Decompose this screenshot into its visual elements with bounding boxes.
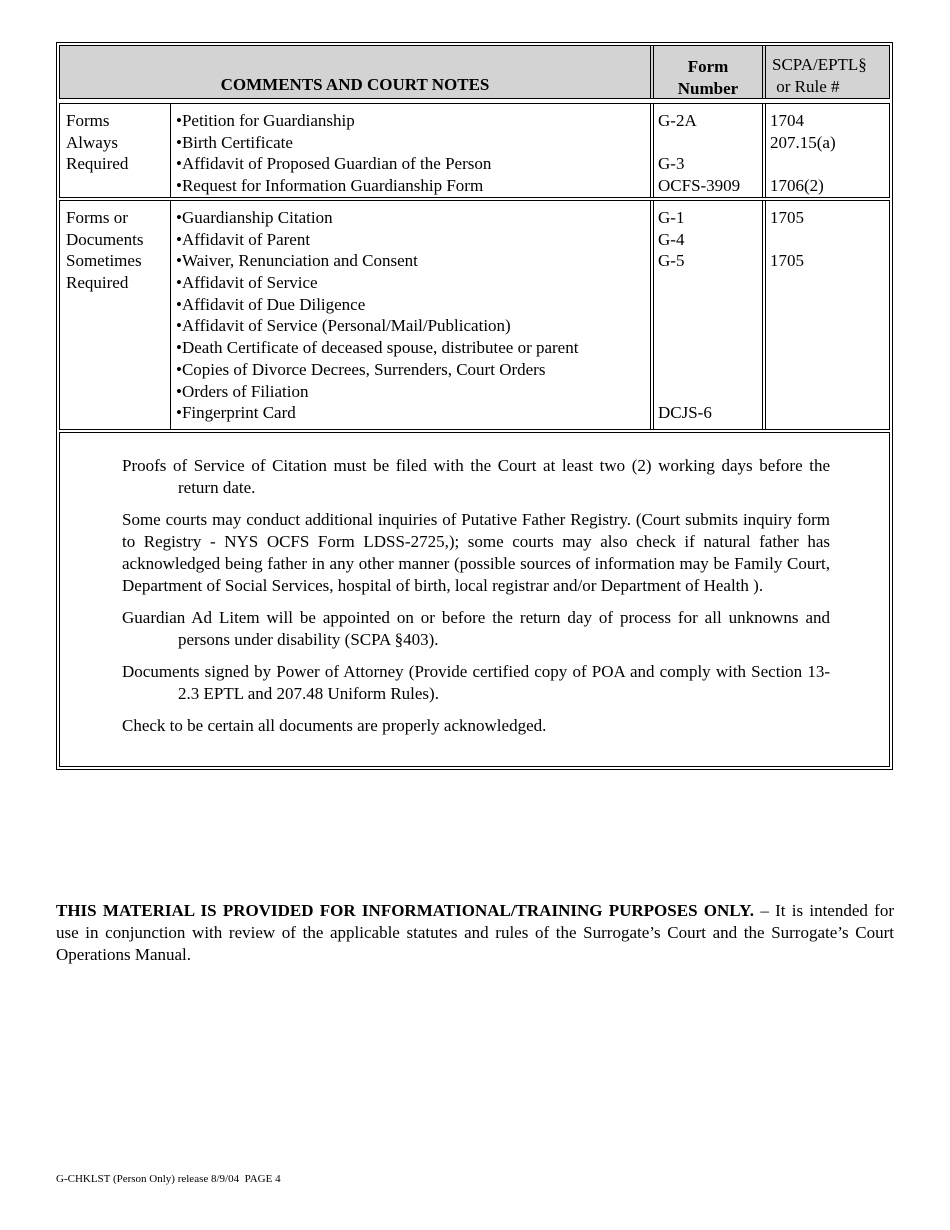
header-rule xyxy=(768,54,892,97)
form-number xyxy=(658,337,762,359)
sometimes-required-items xyxy=(176,207,656,424)
list-item: •Copies of Divorce Decrees, Surrenders, Court Orders xyxy=(176,359,546,379)
list-item: •Affidavit of Service xyxy=(176,273,318,293)
notes-list xyxy=(122,455,830,747)
form-number xyxy=(658,132,762,154)
header-form-number xyxy=(656,56,760,99)
list-item: •Birth Certificate xyxy=(176,132,293,152)
note-paragraph: Check to be certain all documents are properly acknowledged. xyxy=(122,716,547,735)
header-rule-line2: or Rule # xyxy=(772,76,840,96)
column-divider xyxy=(762,201,766,429)
column-divider xyxy=(762,104,766,197)
list-item: •Affidavit of Due Diligence xyxy=(176,294,366,314)
header-form-line2: Number xyxy=(677,78,739,98)
form-number: DCJS-6 xyxy=(658,403,712,423)
note-paragraph: Proofs of Service of Citation must be filed with the Court at least two (2) working days before the return date. xyxy=(122,456,830,497)
label-line: Forms or xyxy=(66,208,128,227)
form-number: G-4 xyxy=(658,229,685,249)
rule-number: 207.15(a) xyxy=(770,132,836,152)
list-item: •Guardianship Citation xyxy=(176,208,333,227)
header-form-line1: Form xyxy=(687,57,729,76)
section-sometimes-required xyxy=(59,200,890,430)
rule-number xyxy=(770,229,888,251)
disclaimer-bold: THIS MATERIAL IS PROVIDED FOR INFORMATIONAL/TRAINING PURPOSES ONLY. xyxy=(56,901,755,920)
rule-number: 1705 xyxy=(770,208,804,227)
column-divider xyxy=(762,46,766,98)
rule-number: 1705 xyxy=(770,251,804,271)
header-rule-line1: SCPA/EPTL§ xyxy=(772,55,867,74)
label-line: Documents xyxy=(66,229,144,249)
label-line: Forms xyxy=(66,111,110,130)
sometimes-required-forms xyxy=(658,207,762,424)
label-line: Always xyxy=(66,132,118,152)
rule-number xyxy=(770,153,888,175)
form-number xyxy=(658,315,762,337)
form-number: G-1 xyxy=(658,208,685,227)
column-divider xyxy=(170,104,171,197)
header-comments-title: COMMENTS AND COURT NOTES xyxy=(220,75,490,94)
disclaimer-text: – It is intended for use in conjunction with review of the applicable statutes and rules of the Surrogate’s Court and the Surrogate’s Court Operations Manual. xyxy=(56,901,894,964)
section-notes xyxy=(59,432,890,767)
sometimes-required-label xyxy=(66,207,170,294)
form-number: G-3 xyxy=(658,154,685,174)
checklist-table xyxy=(56,42,893,770)
form-number xyxy=(658,359,762,381)
always-required-items xyxy=(176,110,656,197)
label-line: Required xyxy=(66,273,129,293)
note-paragraph: Documents signed by Power of Attorney (Provide certified copy of POA and comply with Section 13-2.3 EPTL and 207.48 Uniform Rules). xyxy=(122,662,830,703)
column-divider xyxy=(650,46,654,98)
section-always-required xyxy=(59,103,890,198)
column-divider xyxy=(170,201,171,429)
always-required-label xyxy=(66,110,170,175)
list-item: •Orders of Filiation xyxy=(176,381,309,401)
list-item: •Affidavit of Parent xyxy=(176,229,311,249)
disclaimer xyxy=(56,900,894,966)
page-footer: G-CHKLST (Person Only) release 8/9/04 PAGE 4 xyxy=(56,1173,281,1185)
form-number: OCFS-3909 xyxy=(658,176,741,196)
rule-number: 1704 xyxy=(770,111,804,130)
always-required-rules xyxy=(770,110,888,197)
rule-number: 1706(2) xyxy=(770,176,824,196)
form-number xyxy=(658,294,762,316)
list-item: •Affidavit of Service (Personal/Mail/Publication) xyxy=(176,316,511,336)
always-required-forms xyxy=(658,110,762,197)
note-paragraph: Some courts may conduct additional inquiries of Putative Father Registry. (Court submits inquiry form to Registry - NYS OCFS Form LDSS-2725,); some courts may also check if natural father has acknowledged being father in any other manner (possible sources of information may be Family Court, Department of Social Services, hospital of birth, local registrar and/or Department of Health ). xyxy=(122,510,830,595)
table-header xyxy=(59,45,890,99)
list-item: •Request for Information Guardianship Form xyxy=(176,176,484,196)
label-line: Sometimes xyxy=(66,251,142,271)
form-number: G-2A xyxy=(658,111,697,130)
note-paragraph: Guardian Ad Litem will be appointed on or before the return day of process for all unknowns and persons under disability (SCPA §403). xyxy=(122,608,830,649)
form-number xyxy=(658,272,762,294)
label-line: Required xyxy=(66,154,129,174)
list-item: •Fingerprint Card xyxy=(176,403,296,423)
form-number: G-5 xyxy=(658,251,685,271)
list-item: •Waiver, Renunciation and Consent xyxy=(176,251,418,271)
list-item: •Death Certificate of deceased spouse, distributee or parent xyxy=(176,338,579,358)
list-item: •Petition for Guardianship xyxy=(176,111,355,130)
form-number xyxy=(658,381,762,403)
sometimes-required-rules xyxy=(770,207,888,272)
list-item: •Affidavit of Proposed Guardian of the Person xyxy=(176,154,492,174)
